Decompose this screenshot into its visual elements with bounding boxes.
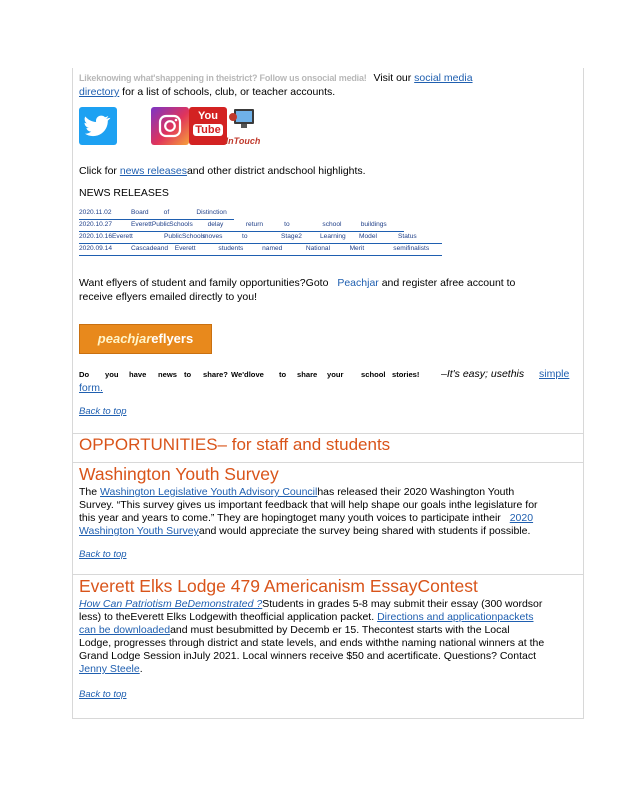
news-release-word: students — [218, 245, 244, 252]
share-line2 — [79, 382, 577, 395]
news-release-word: to — [284, 221, 290, 228]
survey-text-a: The — [79, 486, 98, 498]
elks-text-b: less) to theEverett Elks Lodgewith theofficial application packet. — [79, 611, 375, 623]
news-release-date: 2020.09.14 — [79, 245, 113, 252]
elks-text-d: . — [139, 663, 143, 675]
news-release-item[interactable] — [79, 220, 577, 232]
share-word: stories! — [392, 370, 420, 379]
share-italic-text: –It's easy; usethis — [441, 368, 525, 380]
back-to-top-text-2[interactable]: Back to top — [79, 549, 127, 560]
back-to-top-link-2[interactable] — [79, 549, 577, 560]
social-after-text: for a list of schools, club, or teacher accounts. — [119, 86, 336, 98]
share-word: to — [184, 370, 192, 379]
survey-text-b: has released their 2020 Washington Youth — [317, 486, 515, 498]
news-release-word: to — [242, 233, 248, 240]
share-word: share — [297, 370, 318, 379]
youtube-top: You — [198, 110, 218, 122]
news-release-word: Learning — [320, 233, 346, 240]
news-release-word: return — [245, 221, 264, 228]
intouch-label: InTouch — [225, 136, 261, 146]
share-word: school — [361, 370, 386, 379]
news-release-word: Stage2 — [281, 233, 302, 240]
survey-line1 — [79, 486, 577, 499]
share-line1 — [79, 368, 577, 381]
peachjar-eflyers-button[interactable] — [79, 324, 212, 354]
peachjar-text1: Want eflyers of student and family opportunities?Goto — [79, 277, 329, 289]
share-word: have — [129, 370, 147, 379]
directions-link[interactable]: Directions and applicationpackets — [377, 611, 534, 623]
back-to-top-text-3[interactable]: Back to top — [79, 689, 127, 700]
eflyers-logo-text: eflyers — [151, 331, 194, 346]
twitter-icon[interactable] — [79, 107, 117, 145]
survey-line4 — [79, 525, 577, 538]
share-word: to — [279, 370, 287, 379]
news-release-word: semifinalists — [393, 245, 430, 252]
news-release-word: Distinction — [196, 209, 227, 216]
peachjar-line1 — [79, 277, 577, 290]
news-release-date: 2020.11.02 — [79, 209, 112, 216]
news-releases-link[interactable]: news releases — [119, 165, 187, 177]
news-release-word: buildings — [360, 221, 387, 228]
news-release-date: 2020.10.27 — [79, 221, 113, 228]
instagram-icon[interactable] — [151, 107, 189, 145]
survey-2020-link[interactable]: 2020 — [509, 512, 534, 524]
survey-link[interactable]: Washington Youth Survey — [79, 525, 199, 537]
news-release-item[interactable] — [79, 208, 577, 220]
peachjar-text2: and register afree account to — [381, 277, 516, 289]
youth-council-link[interactable]: Washington Legislative Youth Advisory Council — [100, 486, 318, 498]
news-release-word: named — [262, 245, 283, 252]
elks-line2 — [79, 611, 577, 624]
social-line2 — [79, 86, 577, 99]
news-releases-list — [79, 208, 577, 256]
click-text: Click for — [79, 165, 117, 177]
elks-line3 — [79, 624, 577, 637]
news-release-word: delay — [207, 221, 224, 228]
simple-form-link[interactable]: simple — [539, 368, 570, 380]
releases-intro — [79, 165, 577, 178]
news-releases-heading: NEWS RELEASES — [79, 187, 169, 199]
opportunities-heading: OPPORTUNITIES– for staff and students — [79, 435, 391, 454]
faint-line: Likeknowing what'shappening in theistrict? Follow us onsocial media! — [79, 73, 367, 83]
elks-text-c: and must besubmitted by Decemb er 15. Thecontest starts with the Local — [170, 624, 510, 636]
survey-text-c: this year and years to come.” They are hopingtoget many youth voices to participate intheir — [79, 512, 501, 524]
news-release-word: National — [305, 245, 331, 252]
newsletter-page — [72, 68, 584, 719]
social-intro — [79, 72, 577, 85]
download-link[interactable]: can be downloaded — [79, 624, 171, 636]
news-release-word: EverettPublic — [131, 221, 170, 228]
social-directory-link[interactable]: directory — [79, 86, 120, 98]
news-release-word: Board — [131, 209, 149, 216]
elks-line5: Grand Lodge Session inJuly 2021. Local winners receive $50 and acertificate. Questions? Contact — [79, 650, 537, 662]
jenny-steele-link[interactable]: Jenny Steele — [79, 663, 140, 675]
peachjar-link[interactable]: Peachjar — [337, 277, 379, 289]
news-release-word: Cascadeand — [131, 245, 169, 252]
news-release-word: Merit — [349, 245, 365, 252]
visit-text: Visit our — [373, 72, 412, 84]
news-release-word: Status — [398, 233, 417, 240]
news-release-word: Model — [359, 233, 377, 240]
share-word: your — [327, 370, 344, 379]
patriotism-link[interactable]: How Can Patriotism BeDemonstrated ? — [79, 598, 263, 610]
intouch-icon[interactable] — [225, 107, 261, 145]
news-release-item[interactable] — [79, 244, 577, 256]
youtube-icon[interactable] — [189, 107, 227, 145]
news-release-word: Schools — [169, 221, 193, 228]
elks-text-a: Students in grades 5-8 may submit their essay (300 wordsor — [262, 598, 543, 610]
share-word: We'dlove — [231, 370, 264, 379]
news-release-date: 2020.10.16Everett — [79, 233, 133, 240]
back-to-top-link-3[interactable] — [79, 689, 577, 700]
back-to-top-text-1[interactable]: Back to top — [79, 406, 127, 417]
share-word: you — [105, 370, 119, 379]
share-word: news — [158, 370, 177, 379]
peachjar-line2: receive eflyers emailed directly to you! — [79, 291, 257, 303]
news-release-item[interactable] — [79, 232, 577, 244]
news-release-word: school — [322, 221, 342, 228]
share-word: share? — [203, 370, 228, 379]
survey-text-d: and would appreciate the survey being shared with students if possible. — [198, 525, 531, 537]
simple-form-link-2[interactable]: form. — [79, 382, 103, 394]
back-to-top-link-1[interactable] — [79, 406, 577, 417]
news-release-word: of — [163, 209, 170, 216]
social-media-link[interactable]: social media — [414, 72, 473, 84]
elks-line4: Lodge, progresses through district and state levels, and ends withthe naming national winners at the — [79, 637, 545, 649]
news-release-word: PublicSchools — [164, 233, 206, 240]
elks-line6 — [79, 663, 577, 676]
share-word: Do — [79, 370, 90, 379]
intouch-monitor-icon — [225, 107, 261, 133]
elks-title: Everett Elks Lodge 479 Americanism EssayContest — [79, 576, 478, 596]
news-release-underline — [79, 255, 442, 256]
elks-line1 — [79, 598, 577, 611]
survey-title: Washington Youth Survey — [79, 464, 279, 484]
news-release-word: moves — [203, 233, 223, 240]
survey-line2: Survey. “This survey gives us important feedback that will help shape our goals inthe legislature for — [79, 499, 538, 511]
youtube-bottom: Tube — [193, 124, 223, 136]
releases-after-text: and other district andschool highlights. — [186, 165, 366, 177]
news-release-word: Everett — [174, 245, 196, 252]
peachjar-logo-text: peachjar — [97, 331, 152, 346]
survey-line3 — [79, 512, 577, 525]
